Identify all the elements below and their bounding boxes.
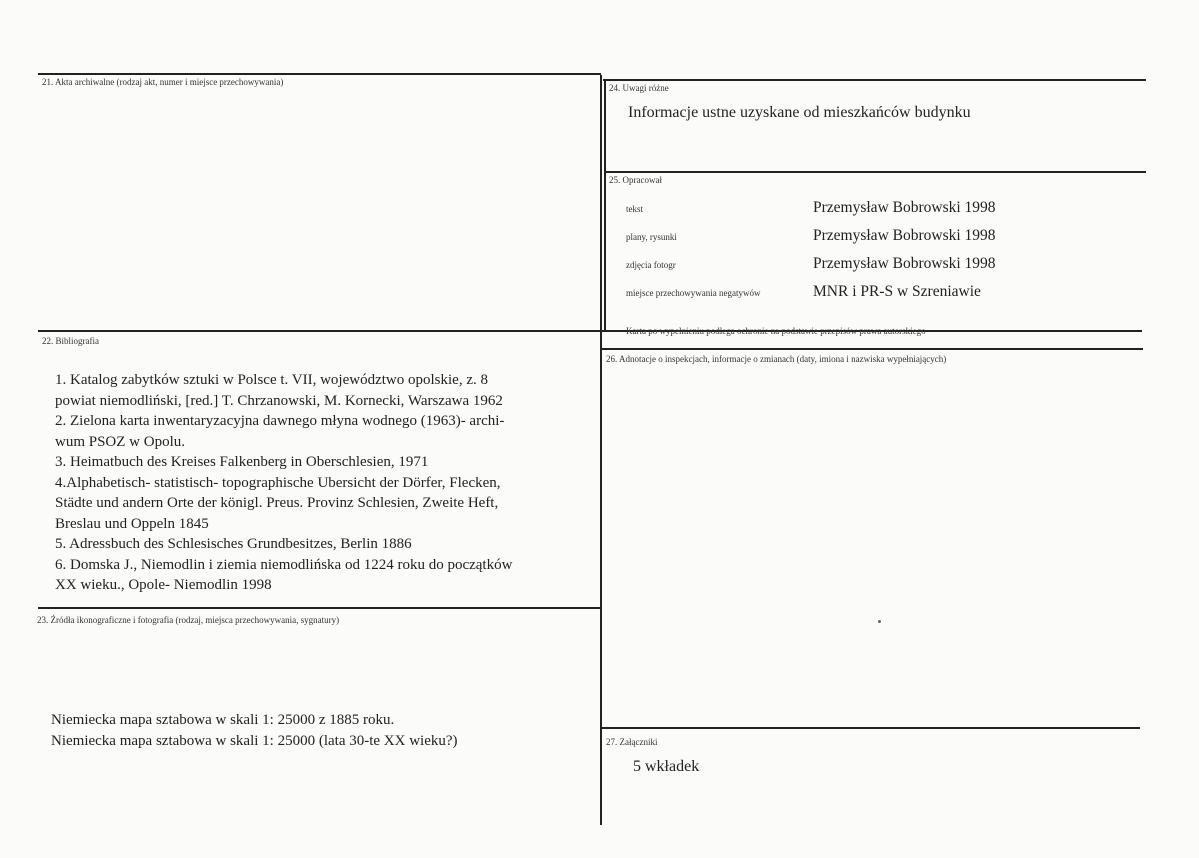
iconography-line: Niemiecka mapa sztabowa w skali 1: 25000 z 1885 roku.	[51, 712, 395, 728]
section-25-label: 25. Opracował	[609, 175, 662, 185]
center-divider-upper	[604, 80, 606, 332]
bibliography-line: Breslau und Oppeln 1845	[55, 515, 209, 532]
row-value-plany: Przemysław Bobrowski 1998	[813, 227, 996, 244]
section-26-label: 26. Adnotacje o inspekcjach, informacje o zmianach (daty, imiona i nazwiska wypełniających)	[606, 354, 947, 364]
bibliography-line: 2. Zielona karta inwentaryzacyjna dawnego młyna wodnego (1963)- archi-	[55, 413, 505, 429]
bibliography-line: XX wieku., Opole- Niemodlin 1998	[55, 577, 272, 593]
row-value-negatywy: MNR i PR-S w Szreniawie	[813, 283, 981, 300]
section-27-label: 27. Załączniki	[606, 737, 658, 747]
top-right-rule	[603, 79, 1146, 81]
section-24-text: Informacje ustne uzyskane od mieszkańców budynku	[628, 104, 971, 121]
section-22-label: 22. Bibliografia	[42, 336, 99, 346]
bibliography-list	[55, 370, 595, 596]
iconography-line: Niemiecka mapa sztabowa w skali 1: 25000 (lata 30-te XX wieku?)	[51, 732, 458, 749]
section-23-text	[51, 710, 596, 751]
rule-22-23	[38, 607, 601, 609]
bibliography-line: 4.Alphabetisch- statistisch- topographische Ubersicht der Dörfer, Flecken,	[55, 474, 501, 491]
row-value-tekst: Przemysław Bobrowski 1998	[813, 199, 996, 216]
section-23-label: 23. Źródła ikonograficzne i fotografia (rodzaj, miejsca przechowywania, sygnatury)	[37, 615, 340, 625]
speck-mark-icon	[878, 620, 881, 623]
bibliography-line: 1. Katalog zabytków sztuki w Polsce t. VII, województwo opolskie, z. 8	[55, 372, 488, 388]
row-key-plany: plany, rysunki	[626, 232, 677, 242]
section-21-label: 21. Akta archiwalne (rodzaj akt, numer i miejsce przechowywania)	[42, 77, 284, 87]
rule-26-27	[600, 727, 1140, 729]
section-27-text: 5 wkładek	[633, 758, 700, 775]
bibliography-line: 6. Domska J., Niemodlin i ziemia niemodlińska od 1224 roku do początków	[55, 556, 513, 573]
bibliography-line: Städte und andern Orte der königl. Preus. Provinz Schlesien, Zweite Heft,	[55, 495, 499, 511]
bibliography-line: 5. Adressbuch des Schlesisches Grundbesitzes, Berlin 1886	[55, 536, 412, 552]
section-24-label: 24. Uwagi różne	[609, 83, 669, 93]
center-divider	[600, 75, 602, 825]
row-value-zdjecia: Przemysław Bobrowski 1998	[813, 255, 996, 272]
rule-24-25	[604, 171, 1146, 173]
rule-21-22	[38, 330, 1142, 332]
bibliography-line: wum PSOZ w Opolu.	[55, 433, 186, 450]
bibliography-line: powiat niemodliński, [red.] T. Chrzanowski, M. Kornecki, Warszawa 1962	[55, 392, 503, 409]
row-key-tekst: tekst	[626, 204, 643, 214]
row-key-negatywy: miejsce przechowywania negatywów	[626, 288, 761, 298]
rule-25-26	[600, 348, 1143, 350]
row-key-zdjecia: zdjęcia fotogr	[626, 260, 676, 270]
bibliography-line: 3. Heimatbuch des Kreises Falkenberg in Oberschlesien, 1971	[55, 454, 429, 470]
section-25-note: Karta po wypełnieniu podlega ochronie na podstawie przepisów prawa autorskiego	[626, 326, 926, 336]
top-left-rule	[38, 73, 601, 75]
